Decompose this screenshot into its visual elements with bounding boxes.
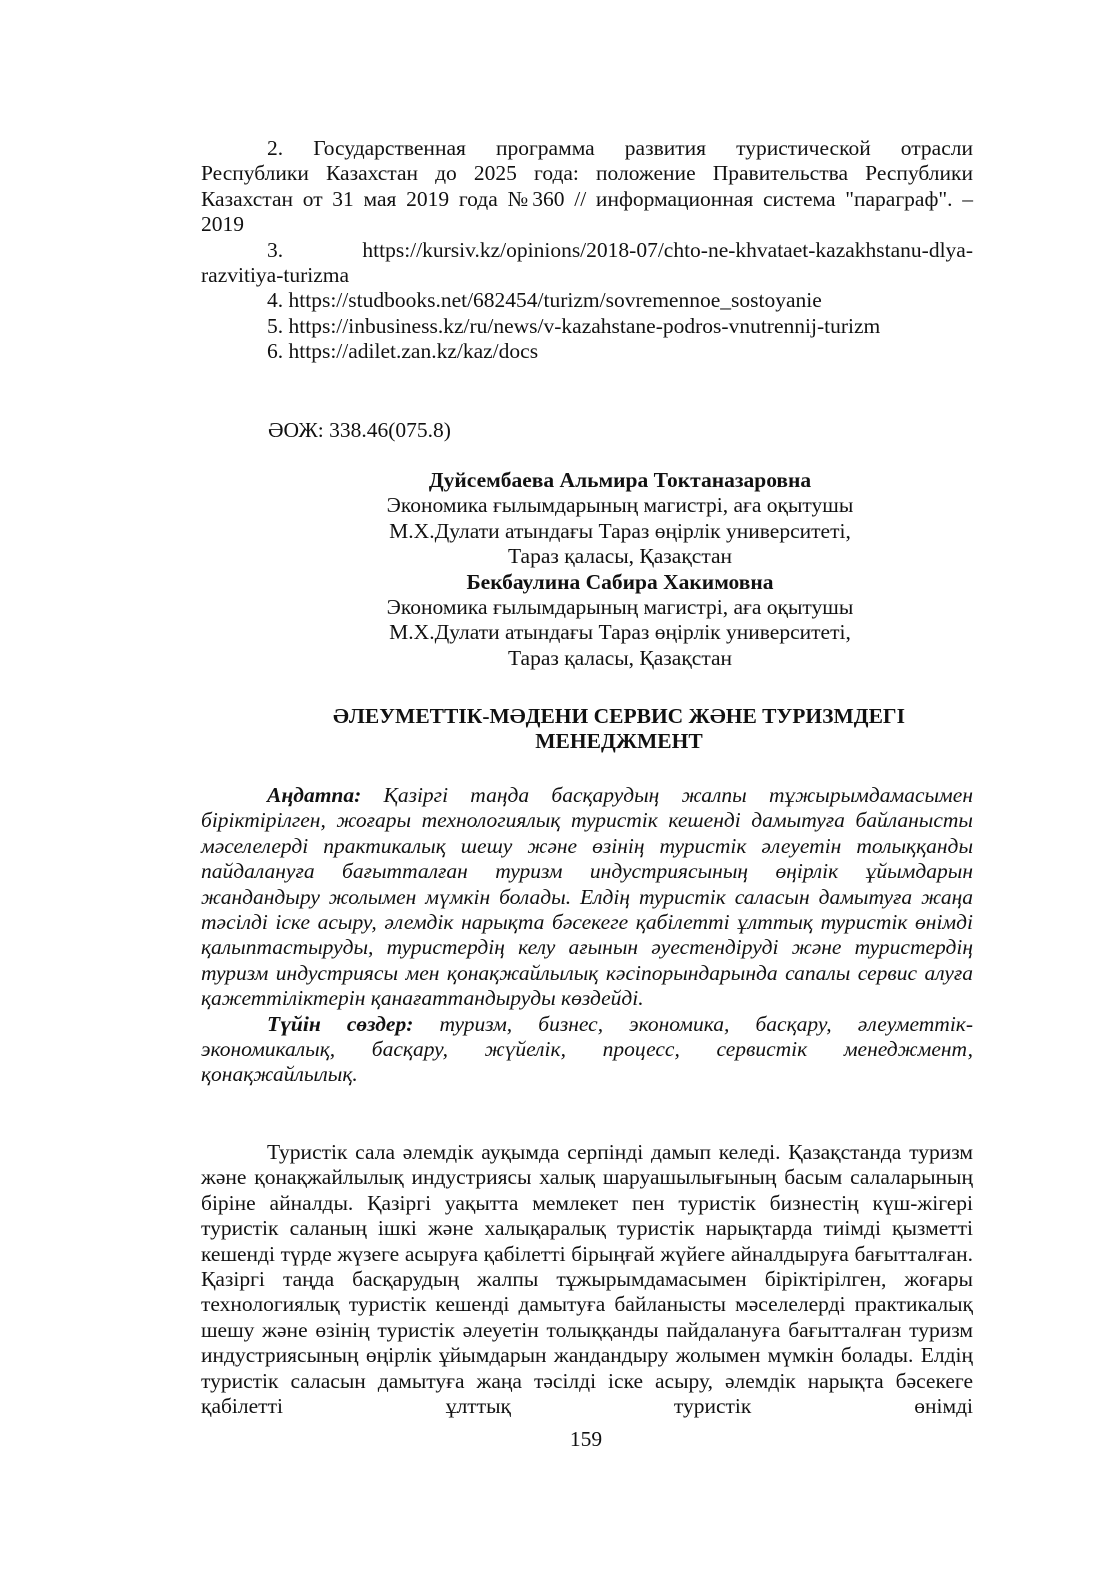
reference-2-line-3: Казахстан от 31 мая 2019 года №360 // информационная система "параграф". – — [201, 186, 973, 211]
author-1-position: Экономика ғылымдарының магистрі, аға оқытушы — [386, 493, 854, 518]
reference-3-number: 3. — [267, 237, 284, 262]
abstract-text: Қазіргі таңда басқарудың жалпы тұжырымдамасымен біріктірілген, жоғары технологиялық туристік кешенді дамытуға байланысты мәселелерді практикалық шешу және өзінің туристік әлеуетін толыққанды пайдалануға бағытталған туризм индустриясының өңірлік ұйымдарын жандандыру жолымен мүмкін болады. Елдің туристік саласын дамытуға жаңа тәсілді іске асыру, әлемдік нарықта бәсекеге қабілетті ұлттық туристік өнімді қалыптастыруды, туристердің келу ағынын әуестендіруді және туристердің туризм индустриясы мен қонақжайлылық кәсіпорындарында сапалы сервис алуға қажеттіліктерін қанағаттандыруды көздейді. — [201, 783, 973, 1011]
reference-2-line-1: 2. Государственная программа развития туристической отрасли — [267, 136, 973, 160]
abstract-label: Аңдатпа: — [267, 783, 362, 807]
author-2-university: М.Х.Дулати атындағы Тараз өңірлік университеті, — [389, 620, 851, 645]
author-1-university: М.Х.Дулати атындағы Тараз өңірлік университеті, — [389, 518, 851, 543]
keywords-label: Түйін сөздер: — [267, 1011, 414, 1036]
body-paragraph: Туристік сала әлемдік ауқымда серпінді дамып келеді. Қазақстанда туризм және қонақжайлылық индустриясы халық шаруашылығының басым салаларының біріне айналды. Қазіргі уақытта мемлекет пен туристік бизнестің күш-жігері туристік саланың ішкі және халықаралық туристік нарықтарда тиімді қызметті кешенді түрде жүзеге асыруға қабілетті бірыңғай жүйеге айналдыруға бағытталған. Қазіргі таңда басқарудың жалпы тұжырымдамасымен біріктірілген, жоғары технологиялық туристік кешенді дамытуға байланысты мәселелерді практикалық шешу және өзінің туристік әлеуетін толыққанды пайдалануға бағытталған туризм индустриясының өңірлік ұйымдарын жандандыру жолымен мүмкін болады. Елдің туристік саласын дамытуға жаңа тәсілді іске асыру, әлемдік нарықта бәсекеге қабілетті ұлттық туристік өнімді — [201, 1140, 973, 1419]
author-block — [260, 468, 980, 671]
page-number: 159 — [569, 1427, 603, 1451]
references-list — [201, 136, 973, 365]
author-2-city: Тараз қаласы, Қазақстан — [507, 645, 733, 670]
author-2-position: Экономика ғылымдарының магистрі, аға оқытушы — [386, 595, 854, 620]
reference-3-link-continued[interactable]: razvitiya-turizma — [201, 263, 350, 288]
article-title-line-1: ӘЛЕУМЕТТІК-МӘДЕНИ СЕРВИС ЖӘНЕ ТУРИЗМДЕГІ — [333, 704, 905, 728]
reference-3 — [201, 238, 973, 263]
author-1-name: Дуйсембаева Альмира Токтаназаровна — [428, 468, 812, 492]
keywords-paragraph — [201, 1012, 973, 1088]
reference-2-line-4: 2019 — [201, 212, 244, 237]
author-1-city: Тараз қаласы, Қазақстан — [507, 544, 733, 569]
reference-2-line-2: Республики Казахстан до 2025 года: положение Правительства Республики — [201, 161, 973, 186]
abstract-section — [201, 783, 973, 1088]
reference-4[interactable]: 4. https://studbooks.net/682454/turizm/sovremennoe_sostoyanie — [267, 288, 822, 313]
article-title — [201, 704, 1037, 755]
reference-5[interactable]: 5. https://inbusiness.kz/ru/news/v-kazahstane-podros-vnutrennij-turizm — [267, 313, 881, 338]
udc-code: ӘОЖ: 338.46(075.8) — [268, 418, 451, 442]
author-2-name: Бекбаулина Сабира Хакимовна — [466, 569, 774, 594]
reference-6[interactable]: 6. https://adilet.zan.kz/kaz/docs — [267, 339, 539, 364]
article-title-line-2: МЕНЕДЖМЕНТ — [535, 729, 703, 754]
abstract-paragraph — [201, 783, 973, 1012]
body-section — [201, 1140, 973, 1419]
reference-3-link[interactable]: https://kursiv.kz/opinions/2018-07/chto-ne-khvataet-kazakhstanu-dlya- — [362, 237, 973, 262]
keywords-text: туризм, бизнес, экономика, басқару, әлеуметтік-экономикалық, басқару, жүйелік, процесс, сервистік менеджмент, қонақжайлылық. — [201, 1011, 974, 1087]
